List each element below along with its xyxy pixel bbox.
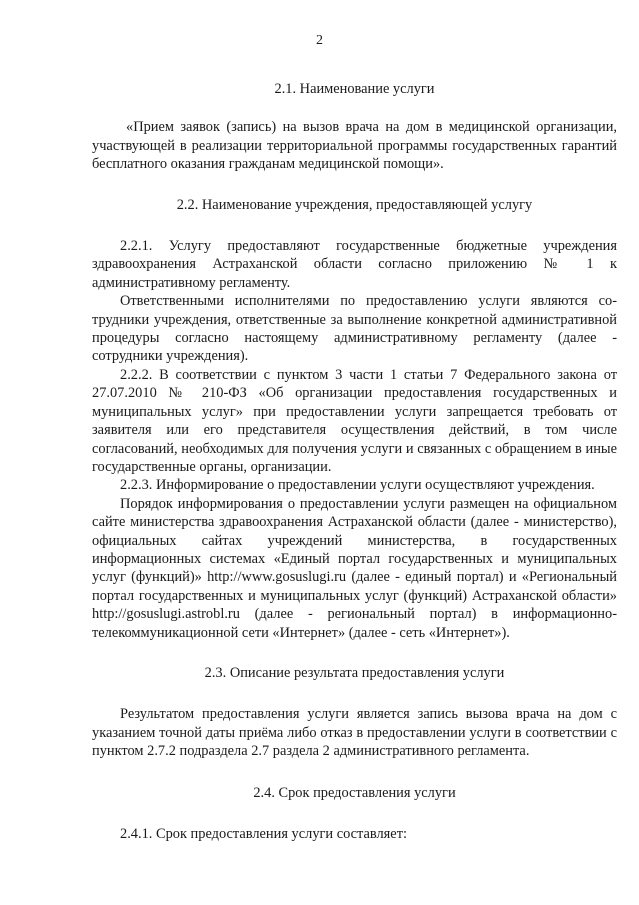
section-2-3-text: Результатом предоставления услуги является запись вызова врача на дом с указанием точной даты приёма либо отказ в предоставлении услуги в соответствии с пунктом 2.7.2 подраздела 2.7 раздела 2 административного регламента. [92,706,617,760]
section-2-1-text: «Прием заявок (запись) на вызов врача на дом в медицинской организации, участвующей в реализации территориальной программы государственных гарантий бесплатного оказания гражданам медицинской помощи». [92,119,617,173]
section-2-3-heading: 2.3. Описание результата предоставления услуги [204,664,505,681]
page-number: 2 [316,33,323,48]
paragraph-2-2-1-responsible: Ответственными исполнителями по предоставлению услуги являются сотрудники учреждения, ответственные за выполнение конкретной административной процедуры согласно настоящему административному регламенту (далее - сотрудники учреждения). [92,293,617,365]
paragraph-2-4-1: 2.4.1. Срок предоставления услуги составляет: [120,826,407,842]
paragraph-2-2-2: 2.2.2. В соответствии с пунктом 3 части 1 статьи 7 Федерального закона от 27.07.2010 № 210-ФЗ «Об организации предоставления государственных и муниципальных услуг» при предоставлении услуги запрещается требовать от заявителя или его представителя осуществления действий, в том числе согласований, необходимых для получения услуги и связанных с обращением в иные государственные органы, организации. [92,366,617,475]
paragraph-2-2-1: 2.2.1. Услугу предоставляют государственные бюджетные учреждения здравоохранения Астраханской области согласно приложению № 1 к административному регламенту. [92,238,617,291]
document-body [92,80,617,843]
section-2-4-heading: 2.4. Срок предоставления услуги [253,784,456,801]
paragraph-2-2-3-procedure: Порядок информирования о предоставлении услуги размещен на официальном сайте министерства здравоохранения Астраханской области (далее - министерство), официальных сайтах учреждений министерства, в государственных информационных системах «Единый портал государственных и муниципальных услуг (функций)» http://www.gosuslugi.ru (далее - единый портал) и «Региональный портал государственных и муниципальных услуг (функций) Астраханской области» http://gosuslugi.astrobl.ru (далее - региональный портал) в информационно-телекоммуникационной сети «Интернет» (далее - сеть «Интернет»). [92,495,617,641]
section-2-1-heading: 2.1. Наименование услуги [274,81,435,97]
section-2-2-heading: 2.2. Наименование учреждения, предоставляющей услугу [176,196,533,213]
paragraph-2-2-3: 2.2.3. Информирование о предоставлении услуги осуществляют учреждения. [120,477,595,494]
